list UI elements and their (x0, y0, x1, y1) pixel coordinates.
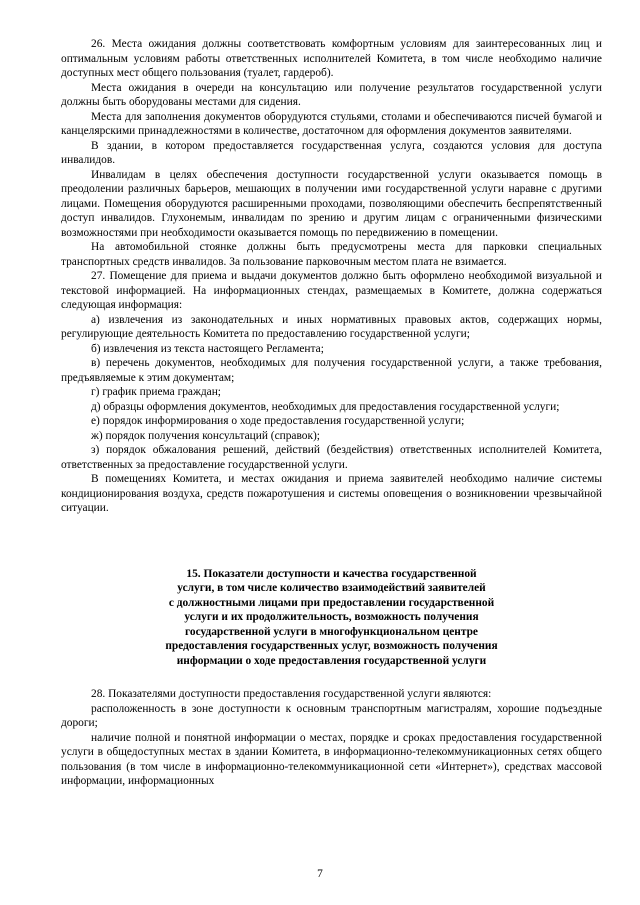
page-number: 7 (317, 868, 323, 880)
page-content (61, 37, 602, 789)
paragraph: Места ожидания в очереди на консультацию или получение результатов государственной услуги должны быть оборудованы местами для сидения. (61, 81, 602, 108)
heading-line: услуги, в том числе количество взаимодействий заявителей (177, 582, 486, 594)
list-item: а) извлечения из законодательных и иных нормативных правовых актов, содержащих нормы, регулирующие деятельность Комитета по предоставлению государственной услуги; (61, 313, 602, 340)
paragraph: 26. Места ожидания должны соответствовать комфортным условиям для заинтересованных лиц и оптимальным условиям работы ответственных исполнителей Комитета, в том числе необходимо наличие доступных мест общего пользования (туалет, гардероб). (61, 38, 602, 79)
heading-line: государственной услуги в многофункциональном центре (185, 625, 478, 638)
paragraph: В здании, в котором предоставляется государственная услуга, создаются условия для доступа инвалидов. (61, 139, 602, 166)
heading-line: предоставления государственных услуг, возможность получения (165, 640, 498, 652)
list-item: е) порядок информирования о ходе предоставления государственной услуги; (91, 415, 465, 427)
list-item: ж) порядок получения консультаций (справок); (91, 429, 320, 442)
heading-line: информации о ходе предоставления государственной услуги (176, 654, 487, 667)
list-item: б) извлечения из текста настоящего Регламента; (91, 342, 324, 355)
heading-line: услуги и их продолжительность, возможность получения (184, 611, 479, 623)
list-item: д) образцы оформления документов, необходимых для предоставления государственной услуги; (91, 400, 560, 413)
list-item: г) график приема граждан; (91, 386, 221, 398)
paragraph: В помещениях Комитета, и местах ожидания и приема заявителей необходимо наличие системы кондиционирования воздуха, средств пожаротушения и системы оповещения о возникновении чрезвычайной ситуации. (61, 473, 602, 514)
paragraph: 28. Показателями доступности предоставления государственной услуги являются: (91, 688, 492, 700)
heading-line: с должностными лицами при предоставлении государственной (168, 596, 495, 609)
body-top (61, 37, 602, 516)
heading-line: 15. Показатели доступности и качества государственной (186, 567, 477, 580)
paragraph: расположенность в зоне доступности к основным транспортным магистралям, хорошие подъездные дороги; (61, 702, 602, 729)
body-bottom (61, 687, 602, 789)
paragraph: Инвалидам в целях обеспечения доступности государственной услуги оказывается помощь в преодолении различных барьеров, мешающих в получении ими государственной услуги наравне с другими лицами. Помещения оборудуются расширенными проходами, позволяющими обеспечить беспрепятственный доступ инвалидов. Глухонемым, инвалидам по зрению и другим лицам с ограниченными физическими возможностями при необходимости оказывается помощь по передвижению в помещении. (61, 168, 602, 239)
paragraph: На автомобильной стоянке должны быть предусмотрены места для парковки специальных транспортных средств инвалидов. За пользование парковочным местом плата не взимается. (61, 241, 602, 268)
section-heading (61, 567, 602, 669)
list-item: в) перечень документов, необходимых для получения государственной услуги, а также требования, предъявляемые к этим документам; (61, 357, 602, 384)
list-item: з) порядок обжалования решений, действий (бездействия) ответственных исполнителей Комитета, ответственных за предоставление государственной услуги. (61, 444, 602, 471)
paragraph: наличие полной и понятной информации о местах, порядке и сроках предоставления государственной услуги в общедоступных местах в здании Комитета, в информационно-телекоммуникационных сетях общего пользования (в том числе в информационно-телекоммуникационной сети «Интернет»), средствах массовой информации, информационных (61, 731, 602, 787)
paragraph: Места для заполнения документов оборудуются стульями, столами и обеспечиваются писчей бумагой и канцелярскими принадлежностями в количестве, достаточном для оформления документов заявителями. (61, 110, 602, 137)
paragraph: 27. Помещение для приема и выдачи документов должно быть оформлено необходимой визуальной и текстовой информацией. На информационных стендах, размещаемых в Комитете, должна содержаться следующая информация: (61, 270, 602, 311)
